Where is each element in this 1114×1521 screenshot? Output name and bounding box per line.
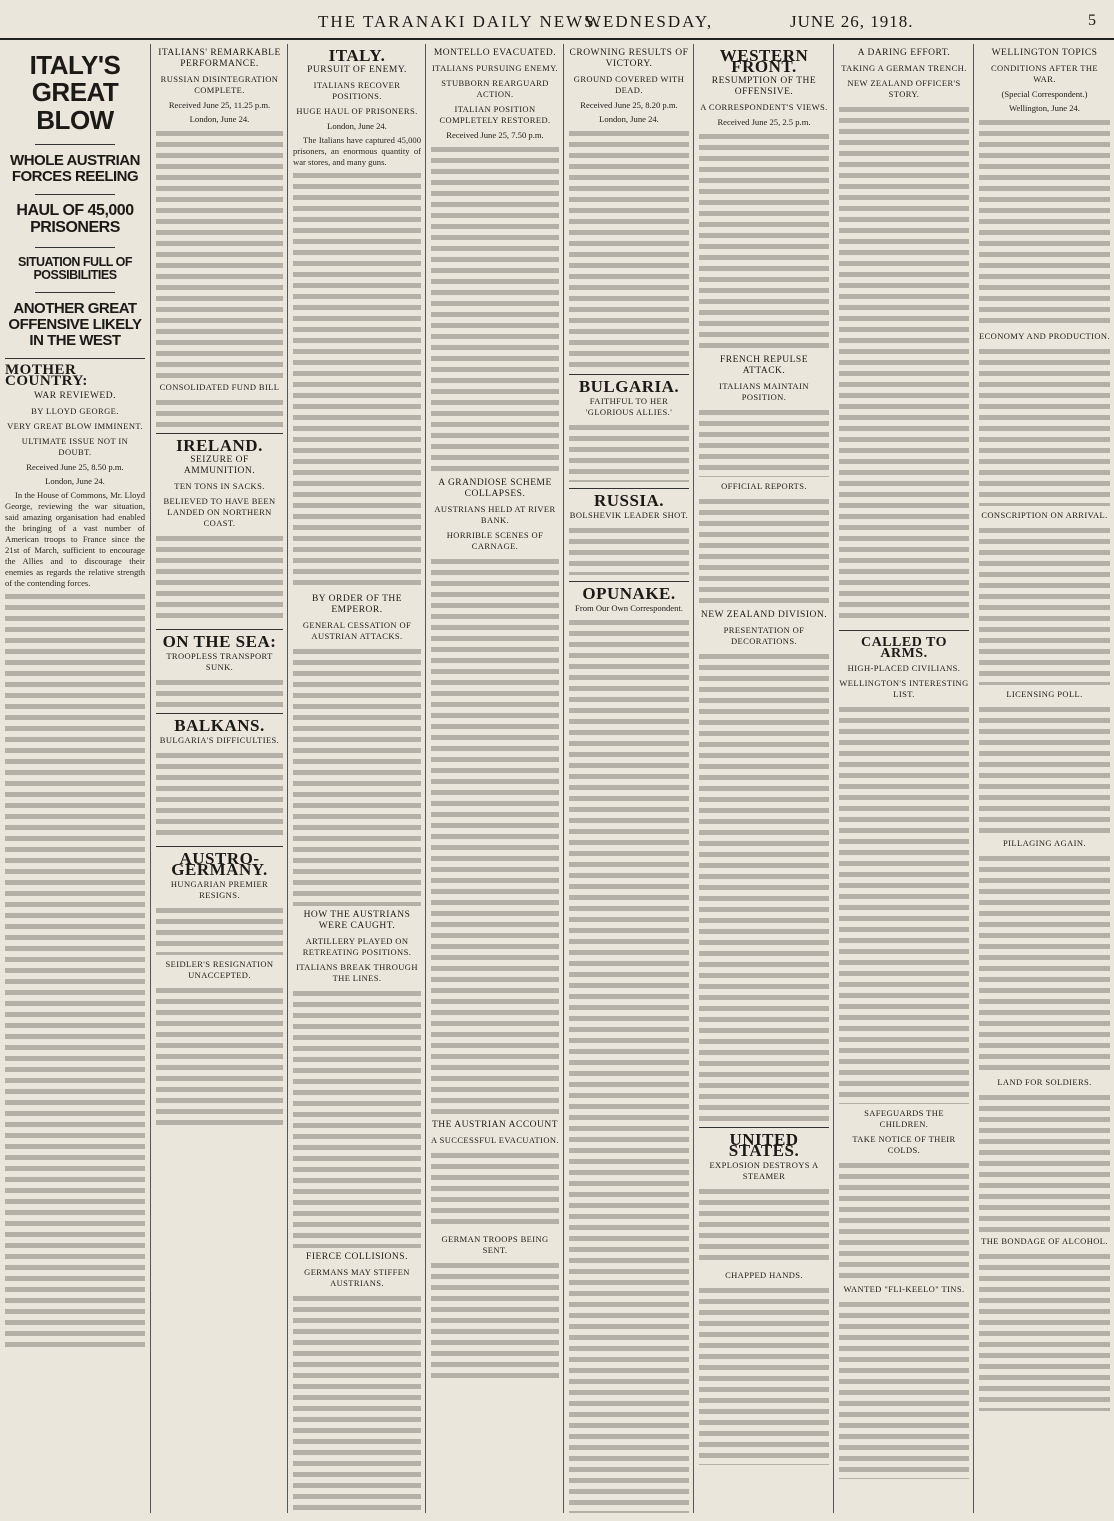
article-body-lines [156, 677, 283, 707]
column-5 [563, 44, 694, 1513]
article-body-lines [839, 104, 969, 624]
heading-successful-evacuation: A SUCCESSFUL EVACUATION. [431, 1135, 559, 1145]
article-body-lines [156, 905, 283, 955]
article-body-lines [699, 407, 829, 477]
article-body-lines [839, 704, 969, 1104]
article-body-lines [431, 1150, 559, 1230]
heading-take-notice-colds: TAKE NOTICE OF THEIR COLDS. [852, 1134, 956, 1155]
article-body-lines [699, 651, 829, 1121]
heading-cessation-attacks: GENERAL CESSATION OF AUSTRIAN ATTACKS. [302, 620, 412, 641]
heading-seizure-ammunition: SEIZURE OF AMMUNITION. [183, 455, 256, 476]
masthead-date: JUNE 26, 1918. [790, 12, 914, 31]
article-body-lines [293, 646, 421, 906]
heading-economy-production: ECONOMY AND PRODUCTION. [979, 331, 1110, 341]
article-body-lines [839, 1299, 969, 1479]
section-bulgaria: BULGARIA. [578, 377, 680, 396]
headline-another-offensive: ANOTHER GREAT OFFENSIVE LIKELY IN THE WEST [8, 300, 142, 349]
article-text: The Italians have captured 45,000 prisoners, an enormous quantity of war stores, and many guns. [293, 135, 421, 167]
heading-faithful-allies: FAITHFUL TO HER 'GLORIOUS ALLIES.' [585, 396, 673, 417]
article-body-lines [979, 704, 1110, 834]
masthead-day: WEDNESDAY, [585, 12, 714, 31]
heading-germans-stiffen: GERMANS MAY STIFFEN AUSTRIANS. [304, 1267, 410, 1288]
heading-austrian-account: THE AUSTRIAN ACCOUNT [431, 1120, 559, 1130]
article-body-lines [699, 1285, 829, 1465]
column-7 [833, 44, 974, 1513]
heading-held-river-bank: AUSTRIANS HELD AT RIVER BANK. [434, 504, 556, 525]
heading-believed-landed: BELIEVED TO HAVE BEEN LANDED ON NORTHERN COAST. [163, 496, 276, 528]
received-line: Received June 25, 7.50 p.m. [446, 130, 544, 140]
article-body-lines [699, 1186, 829, 1266]
column-4 [425, 44, 564, 1513]
heading-official-reports: OFFICIAL REPORTS. [721, 481, 807, 491]
heading-fierce-collisions: FIERCE COLLISIONS. [306, 1252, 408, 1262]
heading-bolshevik-shot: BOLSHEVIK LEADER SHOT. [569, 510, 689, 520]
heading-decorations: PRESENTATION OF DECORATIONS. [723, 625, 805, 646]
dateline: London, June 24. [327, 121, 387, 131]
section-united-states: UNITED STATES. [728, 1130, 800, 1160]
heading-nz-division: NEW ZEALAND DIVISION. [700, 610, 828, 620]
section-italy: ITALY. [328, 46, 386, 65]
section-balkans: BALKANS. [174, 716, 265, 735]
column-3 [287, 44, 426, 1513]
sub-very-great-blow: VERY GREAT BLOW IMMINENT. [7, 421, 143, 432]
column-6 [693, 44, 834, 1513]
article-body-lines [293, 988, 421, 1248]
article-body-lines [569, 128, 689, 368]
heading-german-troops: GERMAN TROOPS BEING SENT. [441, 1234, 549, 1255]
heading-conditions-after-war: CONDITIONS AFTER THE WAR. [990, 63, 1098, 84]
heading-seidler-resignation: SEIDLER'S RESIGNATION UNACCEPTED. [165, 959, 274, 980]
article-body-lines [156, 397, 283, 427]
section-called-to-arms: CALLED TO ARMS. [860, 635, 948, 661]
heading-bondage-alcohol: THE BONDAGE OF ALCOHOL. [981, 1236, 1108, 1246]
section-on-the-sea: ON THE SEA: [162, 632, 277, 651]
masthead-title: THE TARANAKI DAILY NEWS. [318, 12, 602, 31]
byline: BY LLOYD GEORGE. [31, 406, 119, 417]
article-body-lines [156, 750, 283, 840]
heading-resumption: RESUMPTION OF THE OFFENSIVE. [711, 76, 817, 97]
dateline: Wellington, June 24. [1009, 103, 1080, 113]
headline-italys-great-blow: ITALY'S GREAT BLOW [29, 50, 121, 135]
heading-italians-pursuing: ITALIANS PURSUING ENEMY. [431, 63, 559, 73]
article-body-lines [569, 422, 689, 482]
article-body-lines [569, 525, 689, 575]
article-body-lines [431, 144, 559, 474]
heading-huge-haul: HUGE HAUL OF PRISONERS. [296, 106, 418, 116]
received-line: Received June 25, 8.20 p.m. [580, 100, 678, 110]
heading-troopless-transport: TROOPLESS TRANSPORT SUNK. [166, 651, 273, 672]
heading-consolidated-fund: CONSOLIDATED FUND BILL [159, 382, 280, 392]
received-line: Received June 25, 2.5 p.m. [717, 117, 811, 127]
heading-italians-break: ITALIANS BREAK THROUGH THE LINES. [296, 962, 418, 983]
heading-wellington-topics: WELLINGTON TOPICS [991, 48, 1098, 58]
headline-austrian-forces: WHOLE AUSTRIAN FORCES REELING [10, 151, 140, 185]
heading-conscription: CONSCRIPTION ON ARRIVAL. [981, 510, 1108, 520]
heading-taking-trench: TAKING A GERMAN TRENCH. [841, 63, 967, 73]
heading-ten-tons: TEN TONS IN SACKS. [174, 481, 265, 491]
article-body-lines [431, 1260, 559, 1380]
article-body-lines [431, 556, 559, 1116]
heading-french-repulse: FRENCH REPULSE ATTACK. [719, 355, 809, 376]
heading-horrible-scenes: HORRIBLE SCENES OF CARNAGE. [446, 530, 544, 551]
headline-situation: SITUATION FULL OF POSSIBILITIES [18, 254, 132, 283]
article-body-lines [979, 117, 1110, 327]
heading-pursuit-enemy: PURSUIT OF ENEMY. [307, 65, 407, 75]
section-western-front: WESTERN FRONT. [719, 46, 809, 76]
article-body-lines [5, 591, 145, 1351]
column-8 [973, 44, 1114, 1513]
heading-ground-covered: GROUND COVERED WITH DEAD. [573, 74, 685, 95]
heading-pillaging-again: PILLAGING AGAIN. [1003, 838, 1086, 848]
article-body-lines [839, 1160, 969, 1280]
article-body-lines [569, 617, 689, 1513]
article-body-lines [979, 1092, 1110, 1232]
section-russia: RUSSIA. [593, 491, 665, 510]
dateline: London, June 24. [189, 114, 250, 124]
article-body-lines [293, 170, 421, 590]
article-body-lines [979, 853, 1110, 1073]
section-austro-germany: AUSTRO-GERMANY. [171, 849, 268, 879]
heading-explosion-steamer: EXPLOSION DESTROYS A STEAMER [709, 1160, 819, 1181]
heading-artillery-played: ARTILLERY PLAYED ON RETREATING POSITIONS. [302, 936, 412, 957]
heading-licensing-poll: LICENSING POLL. [1006, 689, 1083, 699]
correspondent-line: (Special Correspondent.) [1001, 89, 1088, 99]
heading-chapped-hands: CHAPPED HANDS. [725, 1270, 803, 1280]
article-body-lines [699, 496, 829, 606]
heading-italians-performance: ITALIANS' REMARKABLE PERFORMANCE. [158, 48, 281, 69]
heading-order-emperor: BY ORDER OF THE EMPEROR. [311, 594, 403, 615]
article-body-lines [293, 1293, 421, 1513]
heading-italians-recover: ITALIANS RECOVER POSITIONS. [313, 80, 401, 101]
heading-position-restored: ITALIAN POSITION COMPLETELY RESTORED. [439, 104, 551, 125]
dateline: London, June 24. [45, 476, 105, 487]
article-body-lines [699, 131, 829, 351]
heading-grandiose-scheme: A GRANDIOSE SCHEME COLLAPSES. [438, 478, 552, 499]
sub-ultimate-issue: ULTIMATE ISSUE NOT IN DOUBT. [21, 436, 129, 458]
article-body-lines [156, 533, 283, 623]
column-2 [150, 44, 288, 1513]
heading-hungarian-premier: HUNGARIAN PREMIER RESIGNS. [170, 879, 269, 900]
heading-nz-officer-story: NEW ZEALAND OFFICER'S STORY. [847, 78, 961, 99]
received-line: Received June 25, 8.50 p.m. [26, 462, 124, 473]
section-opunake: OPUNAKE. [582, 584, 676, 603]
heading-correspondent-views: A CORRESPONDENT'S VIEWS. [700, 102, 828, 112]
heading-bulgaria-difficulties: BULGARIA'S DIFFICULTIES. [159, 735, 280, 745]
article-text: In the House of Commons, Mr. Lloyd George, reviewing the war situation, said amazing organisation had enabled the bringing of a vast number of American troops to France since the 21st of March, sufficient to encourage the Allies and to discourage their enemies as regards the relative strength of the contending forces. [5, 490, 145, 589]
heading-safeguards-children: SAFEGUARDS THE CHILDREN. [864, 1108, 944, 1129]
sub-war-reviewed: WAR REVIEWED. [34, 391, 116, 402]
article-body-lines [979, 525, 1110, 685]
heading-daring-effort: A DARING EFFORT. [857, 48, 951, 58]
page-number: 5 [1088, 12, 1096, 29]
section-mother-country: MOTHER COUNTRY: [5, 362, 88, 390]
heading-stubborn-rearguard: STUBBORN REARGUARD ACTION. [441, 78, 549, 99]
heading-wellington-list: WELLINGTON'S INTERESTING LIST. [839, 678, 969, 699]
heading-montello-evacuated: MONTELLO EVACUATED. [433, 48, 557, 58]
correspondent-line: From Our Own Correspondent. [575, 603, 683, 613]
heading-land-soldiers: LAND FOR SOLDIERS. [997, 1077, 1092, 1087]
dateline: London, June 24. [599, 114, 659, 124]
heading-high-placed: HIGH-PLACED CIVILIANS. [847, 663, 961, 673]
column-1 [0, 44, 150, 1513]
article-body-lines [156, 128, 283, 378]
section-ireland: IRELAND. [176, 436, 263, 455]
article-body-lines [156, 985, 283, 1125]
heading-russian-disintegration: RUSSIAN DISINTEGRATION COMPLETE. [160, 74, 279, 95]
heading-austrians-caught: HOW THE AUSTRIANS WERE CAUGHT. [303, 910, 411, 931]
received-line: Received June 25, 11.25 p.m. [168, 100, 271, 110]
headline-haul-prisoners: HAUL OF 45,000 PRISONERS [16, 202, 134, 237]
article-body-lines [979, 1251, 1110, 1411]
heading-crowning-results: CROWNING RESULTS OF VICTORY. [569, 48, 689, 69]
heading-italians-maintain: ITALIANS MAINTAIN POSITION. [719, 381, 809, 402]
article-body-lines [979, 346, 1110, 506]
heading-wanted-tins: WANTED "FLI-KEELO" TINS. [843, 1284, 965, 1294]
masthead [0, 0, 1114, 40]
